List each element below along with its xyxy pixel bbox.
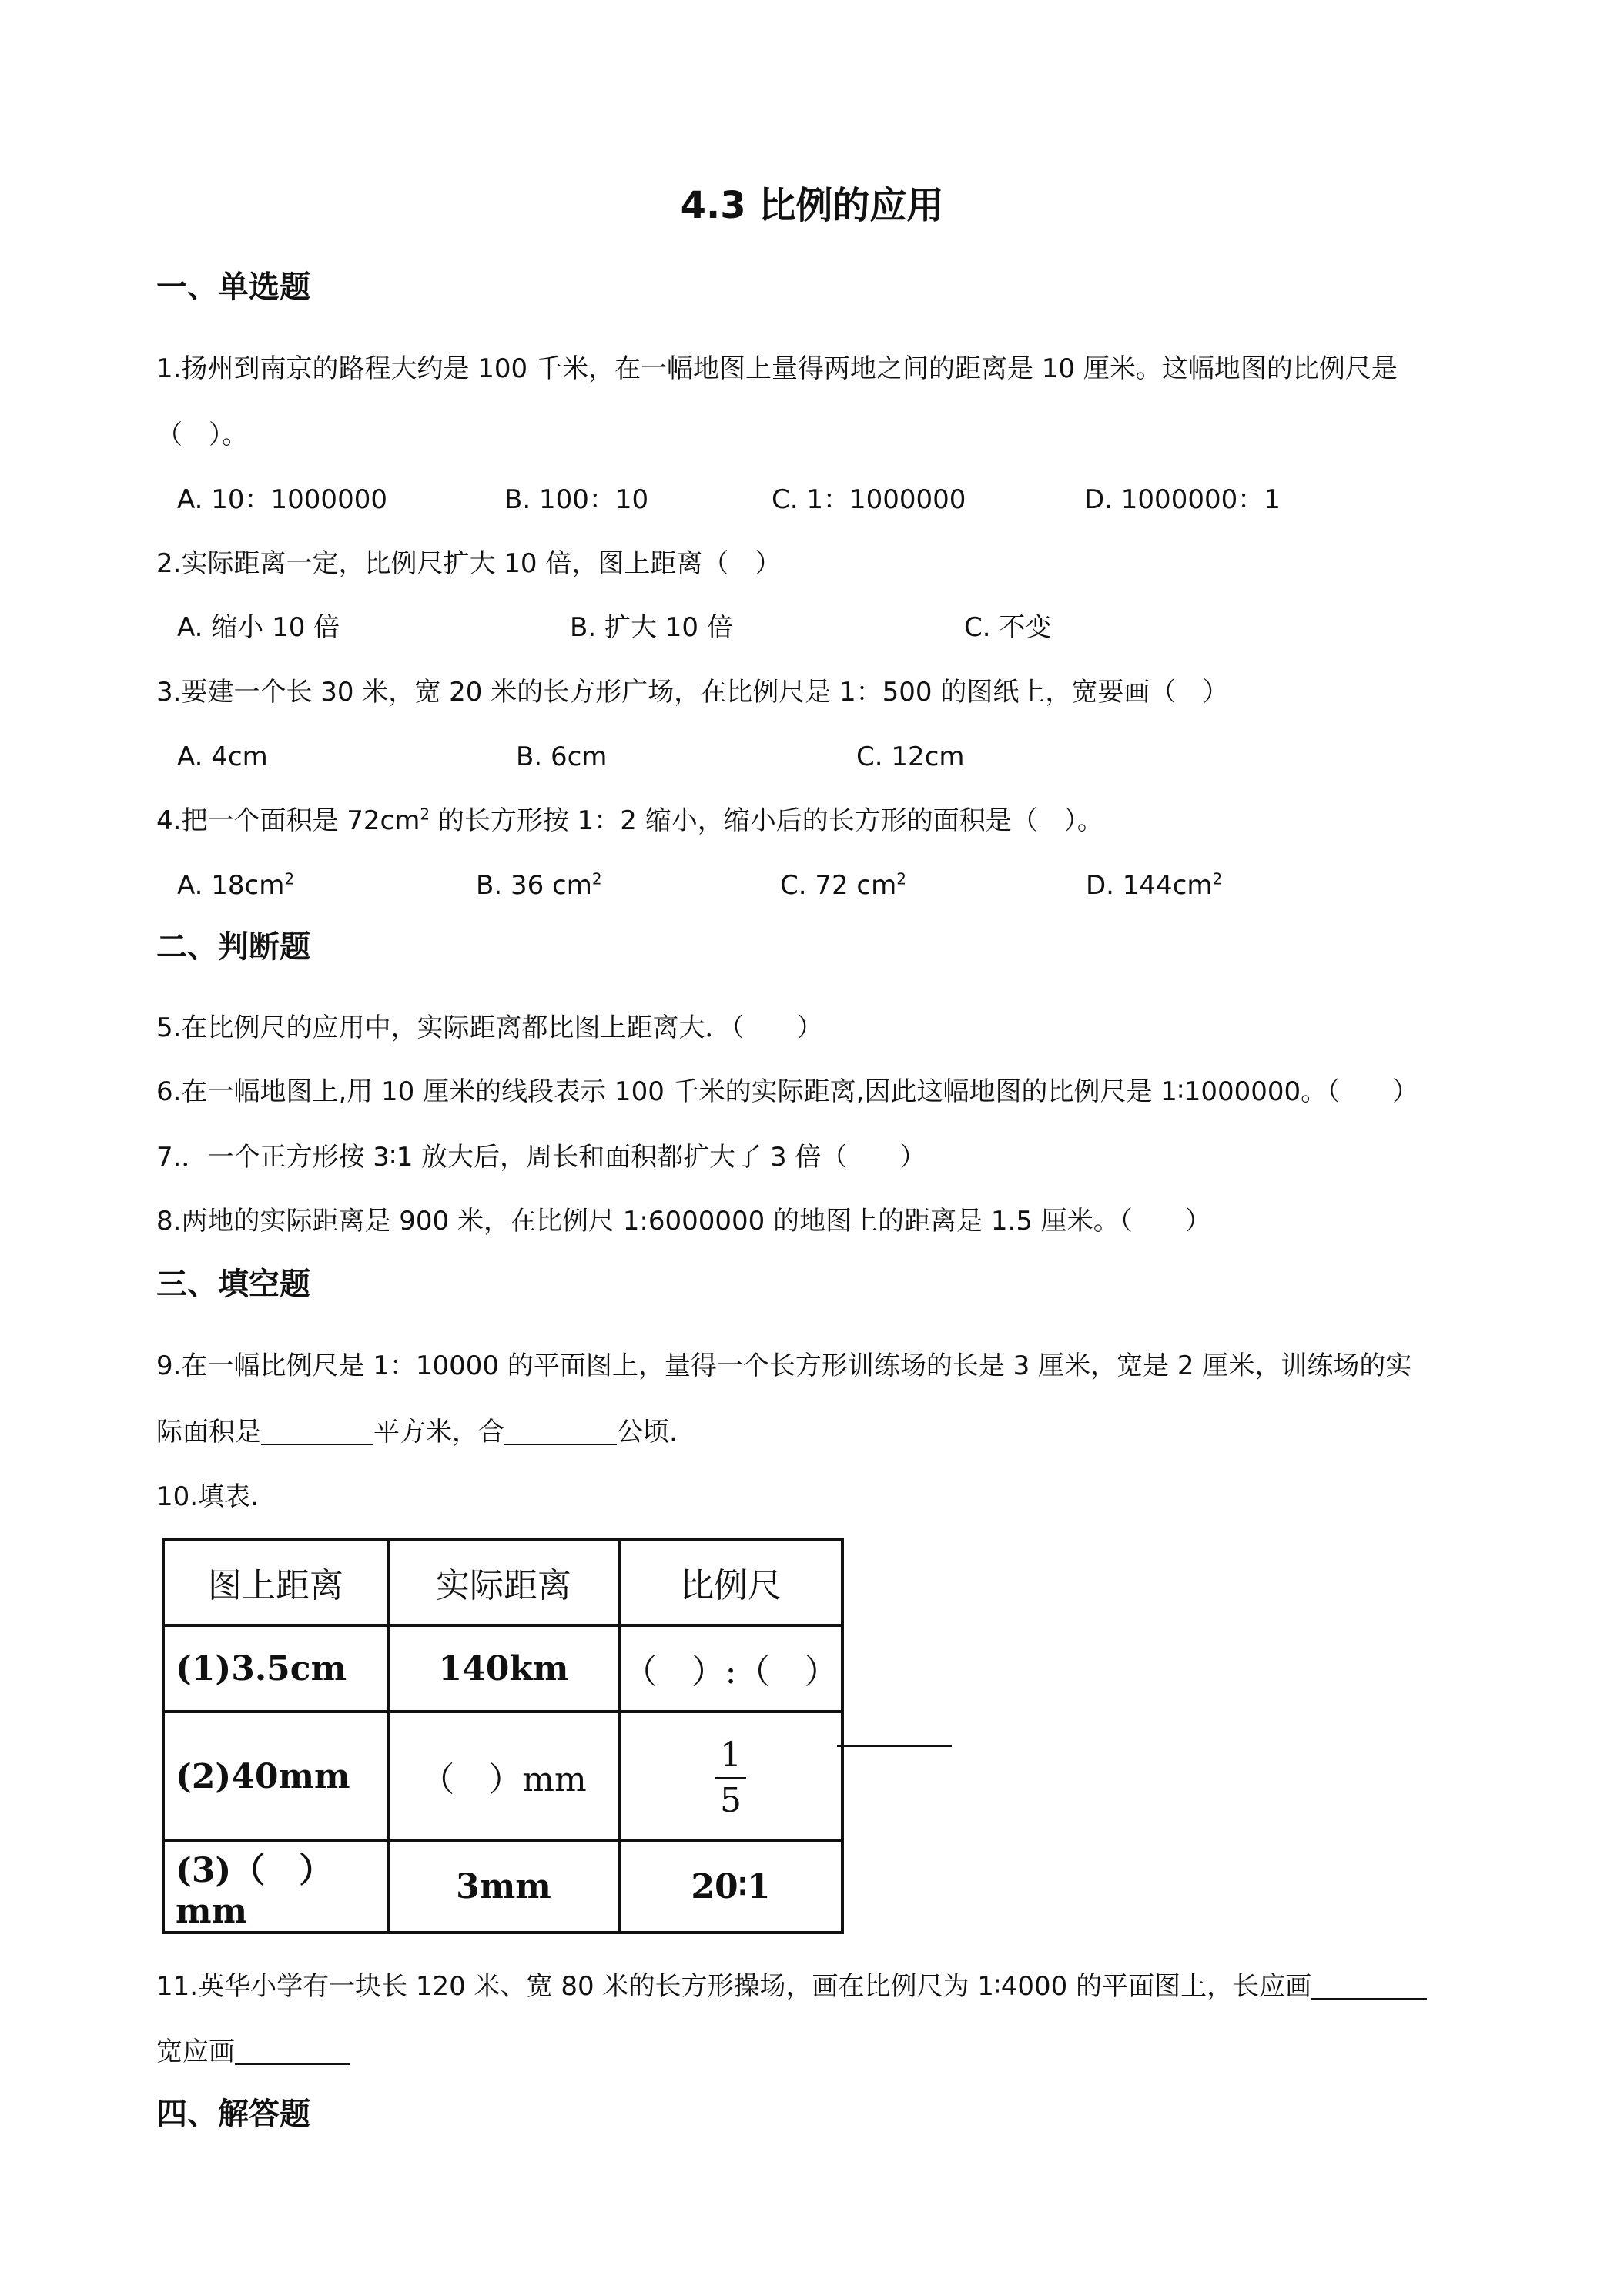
q4-option-c[interactable]: C. 72 $cm^2$ [780,869,906,901]
section-heading-true-false: 二、判断题 [156,929,310,965]
question-9-text: 9.在一幅比例尺是 1：10000 的平面图上，量得一个长方形训练场的长是 3 厘米，宽是 2 厘米，训练场的实 [156,1350,1412,1381]
q4-option-a[interactable]: A. $18cm^2$ [177,869,295,901]
question-7-text: 7.．一个正方形按 3∶1 放大后，周长和面积都扩大了 3 倍（ ） [156,1142,926,1173]
question-1-text: 1.扬州到南京的路程大约是 100 千米，在一幅地图上量得两地之间的距离是 10 厘米。这幅地图的比例尺是 [156,353,1398,384]
answer-blank[interactable] [837,1745,952,1747]
table-row [163,1712,842,1841]
q2-option-a[interactable]: A. 缩小 10 倍 [177,612,340,643]
table-header-row [163,1539,842,1625]
answer-blank[interactable] [235,2040,350,2065]
fraction-denominator: 5 [720,1780,742,1820]
question-11-text-cont: 宽应画 [156,2039,350,2065]
q1-option-a[interactable]: A. 10：1000000 [177,484,387,515]
table-cell: 20∶1 [619,1841,842,1933]
table-header: 实际距离 [388,1539,619,1625]
section-heading-answer: 四、解答题 [156,2097,310,2132]
q1-option-d[interactable]: D. 1000000：1 [1084,484,1281,515]
q4-option-b[interactable]: B. 36 $cm^2$ [476,869,602,901]
q2-option-c[interactable]: C. 不变 [964,612,1052,643]
answer-blank[interactable] [1311,1975,1427,2000]
question-8-text: 8.两地的实际距离是 900 米，在比例尺 1:6000000 的地图上的距离是 1.5 厘米。（ ） [156,1206,1211,1237]
question-5-text: 5.在比例尺的应用中，实际距离都比图上距离大．（ ） [156,1012,823,1043]
table-cell[interactable]: （ ）:（ ） [619,1625,842,1712]
section-heading-fill-blank: 三、填空题 [156,1267,310,1302]
answer-blank[interactable] [504,1421,617,1445]
q1-option-c[interactable]: C. 1：1000000 [772,484,966,515]
question-10-text: 10.填表. [156,1481,259,1512]
table-cell: 140km [388,1625,619,1712]
q3-option-a[interactable]: A. 4cm [177,741,268,772]
question-3-text: 3.要建一个长 30 米，宽 20 米的长方形广场，在比例尺是 1：500 的图纸上，宽要画（ ） [156,677,1229,708]
table-cell-fraction [619,1712,842,1841]
table-header: 比例尺 [619,1539,842,1625]
question-9-text-cont: 际面积是 平方米，合 公顷. [156,1417,678,1448]
question-2-text: 2.实际距离一定，比例尺扩大 10 倍，图上距离（ ） [156,548,782,579]
question-11-text: 11.英华小学有一块长 120 米、宽 80 米的长方形操场，画在比例尺为 1∶4000 的平面图上，长应画 [156,1973,1427,2000]
q1-option-b[interactable]: B. 100：10 [504,484,649,515]
scale-table [162,1538,844,1934]
table-cell: (1)3.5cm [163,1625,388,1712]
table-row [163,1841,842,1933]
table-cell: 3mm [388,1841,619,1933]
table-row [163,1625,842,1712]
question-1-text-cont: （ ）。 [156,420,248,450]
question-4-text: 4.把一个面积是 $72cm^2$ 的长方形按 1：2 缩小，缩小后的长方形的面积是（ ）。 [156,805,1103,836]
table-cell: (2)40mm [163,1712,388,1841]
scale-fraction [715,1735,746,1820]
answer-blank[interactable] [261,1421,373,1445]
fraction-numerator: 1 [715,1739,746,1779]
page-title: 4.3 比例的应用 [680,184,944,227]
q3-option-b[interactable]: B. 6cm [516,741,608,772]
table-cell[interactable]: (3)（ ）mm [163,1841,388,1933]
q2-option-b[interactable]: B. 扩大 10 倍 [570,612,733,643]
section-heading-single-choice: 一、单选题 [156,269,310,305]
q4-option-d[interactable]: D. $144cm^2$ [1086,869,1223,901]
table-cell[interactable]: （ ）mm [388,1712,619,1841]
question-6-text: 6.在一幅地图上,用 10 厘米的线段表示 100 千米的实际距离,因此这幅地图的比例尺是 1∶1000000。（ ） [156,1076,1419,1107]
q3-option-c[interactable]: C. 12cm [856,741,965,772]
table-header: 图上距离 [163,1539,388,1625]
